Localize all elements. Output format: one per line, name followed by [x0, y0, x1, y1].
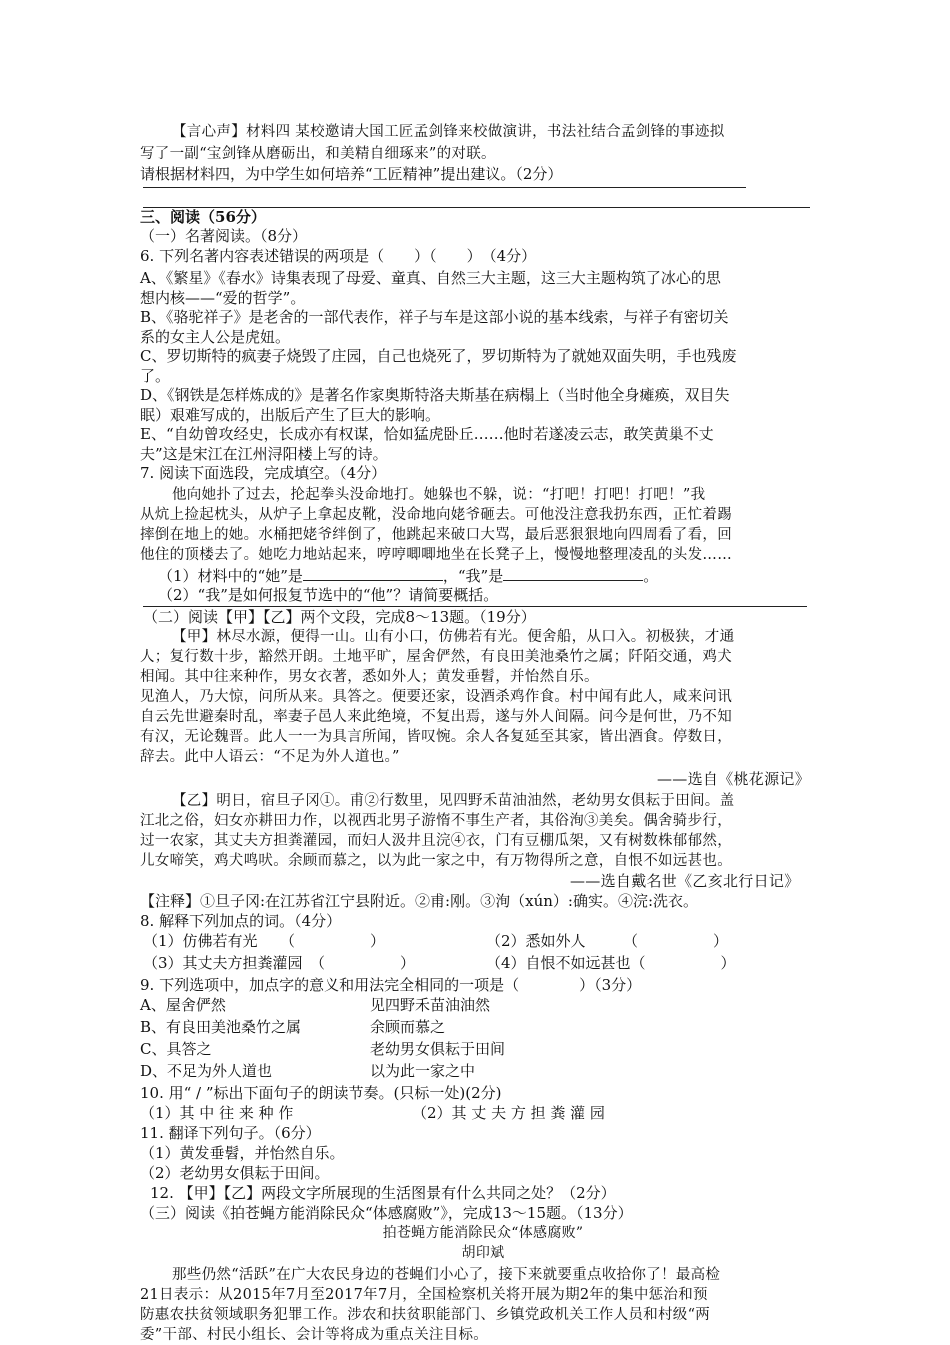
fill-label-3: 。	[643, 567, 659, 585]
q9-option-d-left: D、不足为外人道也	[140, 1062, 273, 1080]
option-c: C、罗切斯特的疯妻子烧毁了庄园，自己也烧死了，罗切斯特为了就她双面失明，手也残废	[140, 347, 737, 365]
blank-1[interactable]	[303, 565, 443, 581]
article-line: 21日表示：从2015年7月至2017年7月，全国检察机关将开展为期2年的集中惩治和预	[140, 1287, 708, 1303]
article-line: 那些仍然“活跃”在广大农民身边的苍蝇们小心了，接下来就要重点收拾你了！最高检	[172, 1267, 721, 1283]
q10-sentence-1: （1）其 中 往 来 种 作	[140, 1104, 294, 1122]
passage-yi-line: 【乙】明日，宿旦子冈①。甫②行数里，见四野禾苗油油然，老幼男女俱耘于田间。盖	[172, 793, 735, 809]
material4-question: 请根据材料四，为中学生如何培养“工匠精神”提出建议。（2分）	[140, 165, 563, 183]
passage-yi-line: 过一农家，其丈夫方担粪灌园，而妇人汲井且浣④衣，门有豆棚瓜架，又有树数株郁郁然，	[140, 833, 732, 849]
question-9-stem: 9. 下列选项中，加点字的意义和用法完全相同的一项是（ ）（3分）	[140, 976, 642, 994]
article-author: 胡印斌	[461, 1245, 505, 1261]
passage-7-line: 从炕上捡起枕头，从炉子上拿起皮靴，没命地向姥爷砸去。可他没注意我扔东西，正忙着踢	[140, 507, 732, 523]
q10-sentence-2: （2）其 丈 夫 方 担 粪 灌 园	[412, 1104, 605, 1122]
option-a: A、《繁星》《春水》诗集表现了母爱、童真、自然三大主题，这三大主题构筑了冰心的思	[140, 269, 721, 287]
passage-7-line: 摔倒在地上的她。水桶把姥爷绊倒了，他跳起来破口大骂，最后恶狠狠地向四周看了看，回	[140, 527, 732, 543]
article-line: 委”干部、村民小组长、会计等将成为重点关注目标。	[140, 1327, 489, 1343]
question-8-stem: 8. 解释下列加点的词。（4分）	[140, 912, 342, 930]
blank-2[interactable]	[503, 565, 643, 581]
question-10-stem: 10. 用“ / ”标出下面句子的朗读节奏。(只标一处)(2分)	[140, 1084, 502, 1102]
option-a-cont: 想内核——“爱的哲学”。	[140, 289, 306, 307]
annotations: 【注释】①旦子冈:在江苏省江宁县附近。②甫:刚。③洵（xún）:确实。④浣:洗衣。	[140, 892, 698, 910]
section-heading: 三、阅读（56分）	[140, 208, 266, 226]
question-7-fill	[158, 565, 658, 586]
article-line: 防惠农扶贫领域职务犯罪工作。涉农和扶贫职能部门、乡镇党政机关工作人员和村级“两	[140, 1307, 711, 1323]
subsection-heading: （三）阅读《拍苍蝇方能消除民众“体感腐败”》，完成13～15题。（13分）	[140, 1204, 633, 1222]
passage-7-line: 他向她扑了过去，抡起拳头没命地打。她躲也不躲，说：“打吧！打吧！打吧！”我	[172, 487, 706, 503]
q8-item-2: （2）悉如外人 （ ）	[486, 932, 729, 950]
passage-jia-line: 自云先世避秦时乱，率妻子邑人来此绝境，不复出焉，遂与外人间隔。问今是何世，乃不知	[140, 709, 732, 725]
article-title: 拍苍蝇方能消除民众“体感腐败”	[382, 1225, 584, 1241]
passage-7-line: 他住的顶楼去了。她吃力地站起来，哼哼唧唧地坐在长凳子上，慢慢地整理凌乱的头发……	[140, 547, 732, 563]
material4-line2: 写了一副“宝剑锋从磨砺出，和美精自细琢来”的对联。	[140, 146, 496, 162]
passage-jia-line: 有汉，无论魏晋。此人一一为具言所闻，皆叹惋。余人各复延至其家，皆出酒食。停数日，	[140, 729, 732, 745]
fill-label-1: （1）材料中的“她”是	[158, 567, 303, 585]
question-12: 12. 【甲】【乙】两段文字所展现的生活图景有什么共同之处？（2分）	[150, 1184, 616, 1202]
question-7-stem: 7. 阅读下面选段，完成填空。（4分）	[140, 464, 387, 482]
option-e: E、“自幼曾攻经史，长成亦有权谋，恰如猛虎卧丘……他时若遂凌云志，敢笑黄巢不丈	[140, 425, 714, 443]
material4-line1: 【言心声】材料四 某校邀请大国工匠孟剑锋来校做演讲，书法社结合孟剑锋的事迹拟	[172, 124, 725, 140]
q9-option-c-left: C、具答之	[140, 1040, 212, 1058]
option-c-cont: 了。	[140, 367, 171, 385]
passage-jia-line: 相闻。其中往来种作，男女衣著，悉如外人；黄发垂髫，并怡然自乐。	[140, 669, 599, 685]
subsection-heading: （一）名著阅读。（8分）	[140, 227, 308, 245]
question-11-stem: 11. 翻译下列句子。（6分）	[140, 1124, 321, 1142]
q8-item-4: （4）自恨不如远甚也（ ）	[486, 954, 736, 972]
q8-item-1: （1）仿佛若有光 （ ）	[143, 932, 386, 950]
answer-line	[143, 187, 746, 188]
question-6-stem: 6. 下列名著内容表述错误的两项是（ ）（ ） （4分）	[140, 247, 537, 265]
question-7-part2: （2）“我”是如何报复节选中的“他”？请简要概括。	[158, 586, 499, 604]
q9-option-b-right: 余顾而慕之	[370, 1018, 446, 1036]
passage-yi-line: 儿女啼笑，鸡犬鸣吠。余顾而慕之，以为此一家之中，有万物得所之意，自恨不如远甚也。	[140, 853, 732, 869]
q11-sentence-1: （1）黄发垂髫，并怡然自乐。	[140, 1144, 345, 1162]
option-b: B、《骆驼祥子》是老舍的一部代表作，祥子与车是这部小说的基本线索，与祥子有密切关	[140, 308, 729, 326]
subsection-heading: （二）阅读【甲】【乙】两个文段，完成8～13题。（19分）	[143, 608, 536, 626]
passage-jia-line: 【甲】林尽水源，便得一山。山有小口，仿佛若有光。便舍船，从口入。初极狭，才通	[172, 629, 735, 645]
passage-jia-line: 辞去。此中人语云：“不足为外人道也。”	[140, 749, 400, 765]
q9-option-c-right: 老幼男女俱耘于田间	[370, 1040, 506, 1058]
option-e-cont: 夫”这是宋江在江州浔阳楼上写的诗。	[140, 445, 388, 463]
q9-option-d-right: 以为此一家之中	[370, 1062, 476, 1080]
option-b-cont: 系的女主人公是虎妞。	[140, 328, 291, 346]
option-d-cont: 眠）艰难写成的，出版后产生了巨大的影响。	[140, 406, 441, 424]
option-d: D、《钢铁是怎样炼成的》是著名作家奥斯特洛夫斯基在病榻上（当时他全身瘫痪，双目失	[140, 386, 730, 404]
q9-option-b-left: B、有良田美池桑竹之属	[140, 1018, 302, 1036]
q9-option-a-right: 见四野禾苗油油然	[370, 996, 491, 1014]
q11-sentence-2: （2）老幼男女俱耘于田间。	[140, 1164, 330, 1182]
q9-option-a-left: A、屋舍俨然	[140, 996, 226, 1014]
passage-jia-source: ——选自《桃花源记》	[657, 770, 811, 788]
passage-jia-line: 人；复行数十步，豁然开朗。土地平旷，屋舍俨然，有良田美池桑竹之属；阡陌交通，鸡犬	[140, 649, 732, 665]
passage-yi-line: 江北之俗，妇女亦耕田力作，以视西北男子游惰不事生产者，其俗洵③美矣。偶舍骑步行，	[140, 813, 732, 829]
passage-yi-source: ——选自戴名世《乙亥北行日记》	[570, 872, 800, 890]
fill-label-2: ，“我”是	[442, 567, 504, 585]
q8-item-3: （3）其丈夫方担粪灌园 （ ）	[143, 954, 416, 972]
passage-jia-line: 见渔人，乃大惊，问所从来。具答之。便要还家，设酒杀鸡作食。村中闻有此人，咸来问讯	[140, 689, 732, 705]
